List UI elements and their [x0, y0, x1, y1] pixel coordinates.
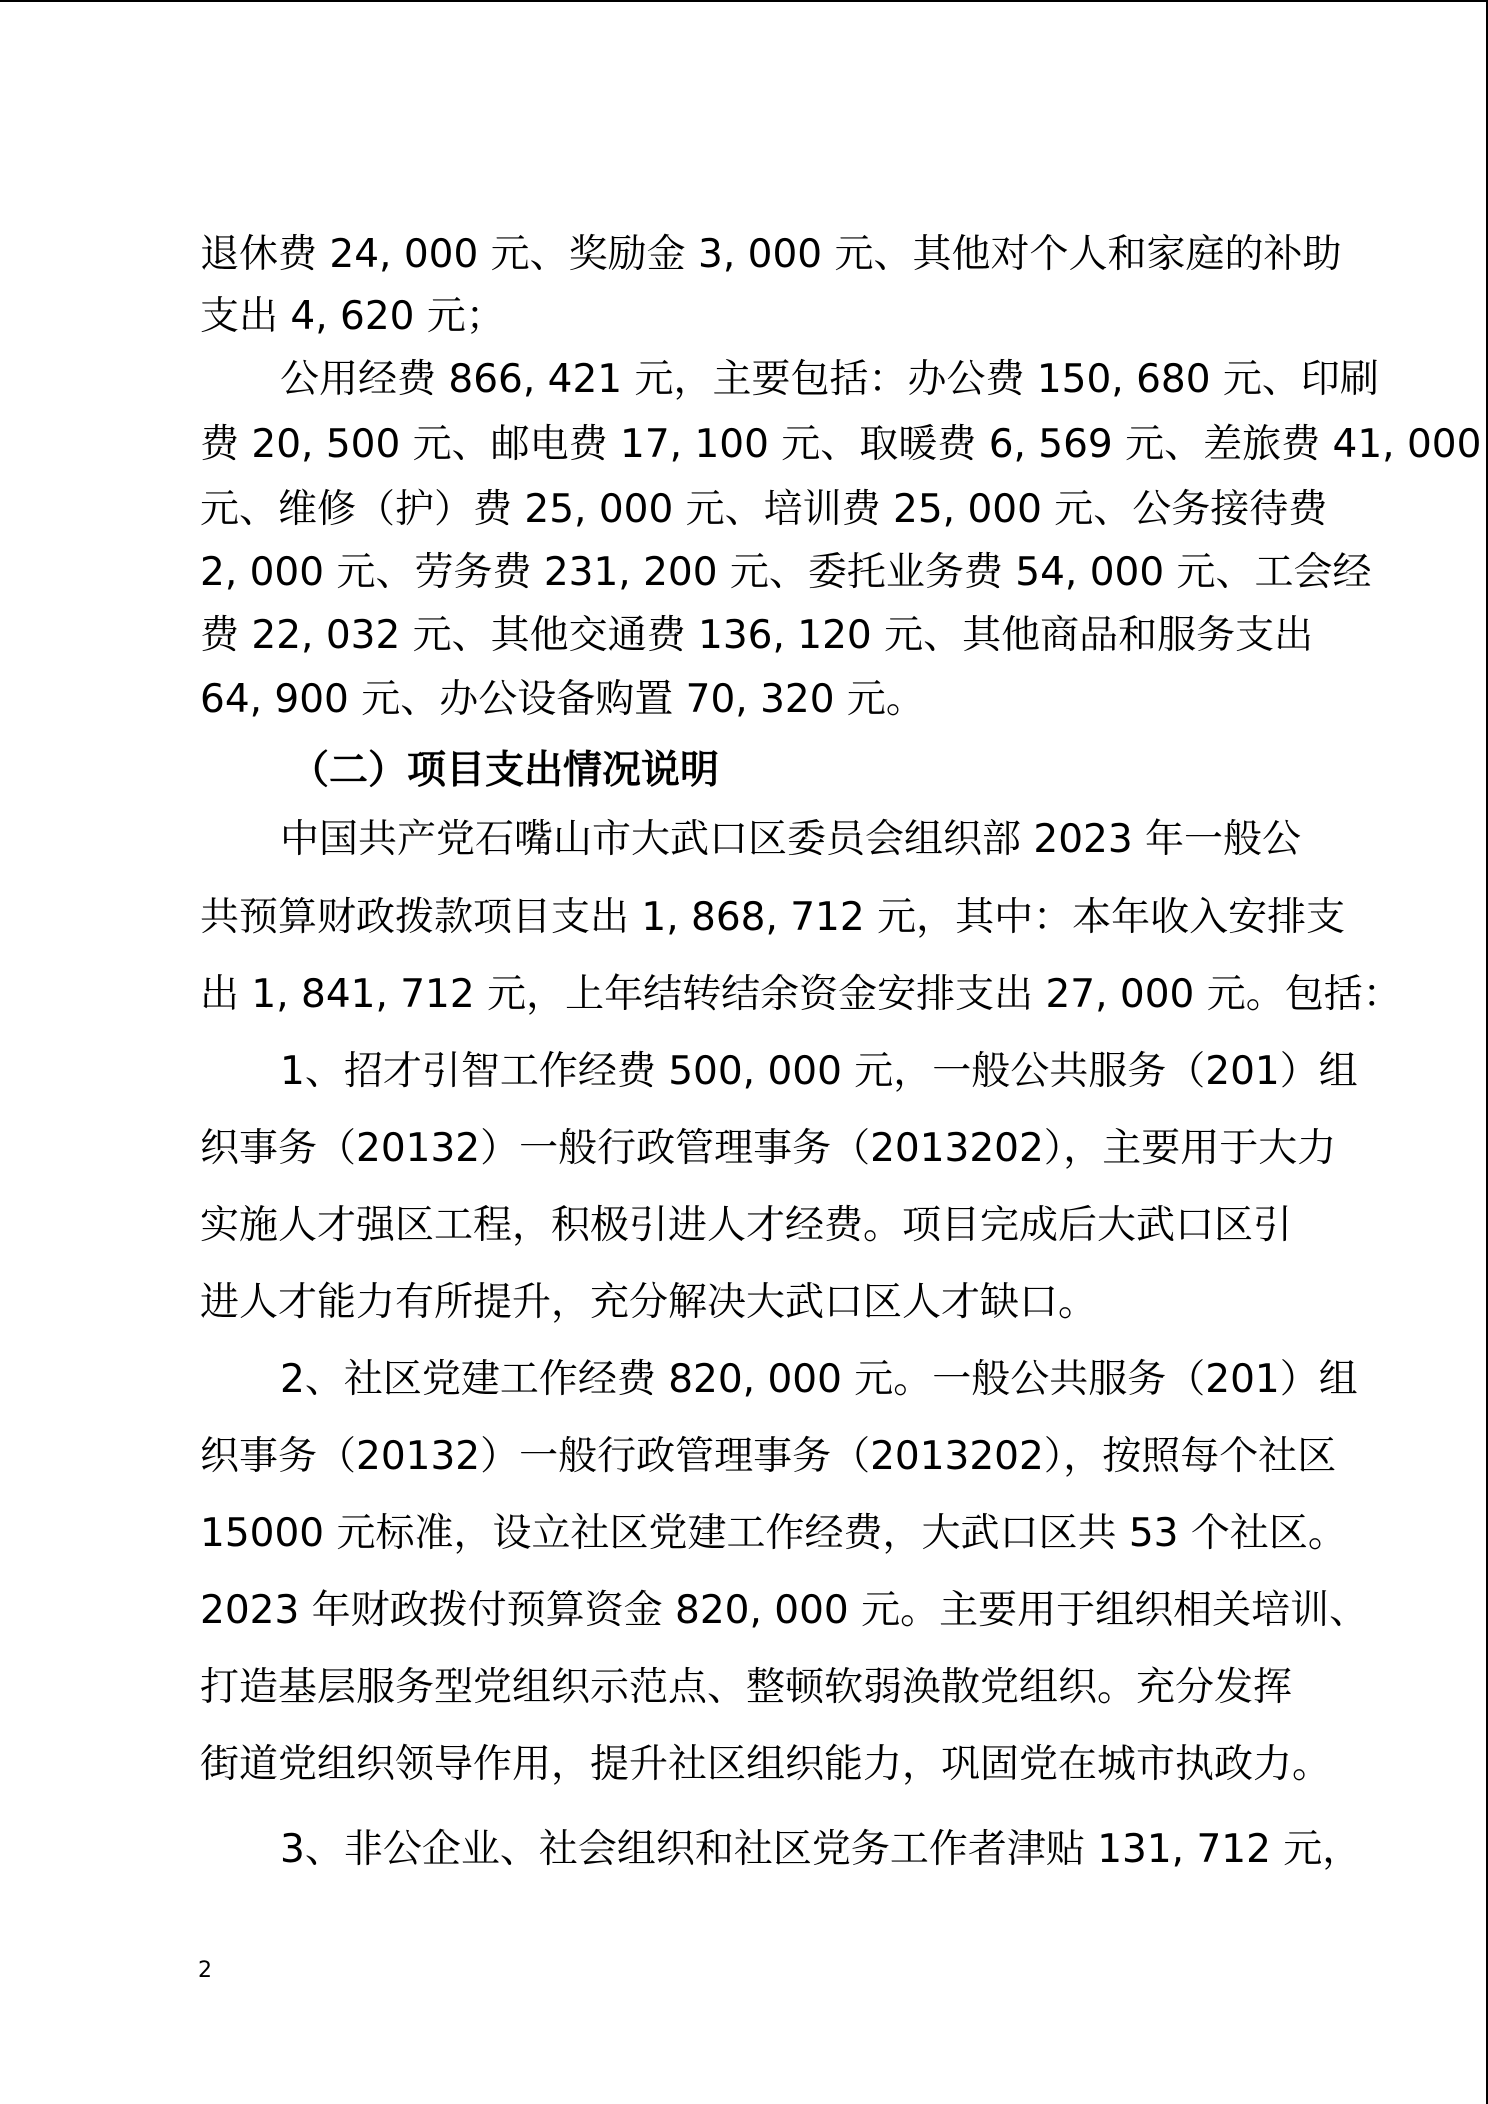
text-line: 2023 年财政拨付预算资金 820, 000 元。主要用于组织相关培训、 [200, 1588, 1369, 1633]
text-line: 15000 元标准，设立社区党建工作经费，大武口区共 53 个社区。 [200, 1511, 1347, 1556]
text-line: 织事务（20132）一般行政管理事务（2013202），按照每个社区 [200, 1434, 1337, 1479]
text-line: 支出 4, 620 元； [200, 294, 505, 339]
text-line: 费 20, 500 元、邮电费 17, 100 元、取暖费 6, 569 元、差旅费 41, 000 [200, 422, 1482, 467]
text-line: 64, 900 元、办公设备购置 70, 320 元。 [200, 677, 925, 722]
text-line: 元、维修（护）费 25, 000 元、培训费 25, 000 元、公务接待费 [200, 487, 1328, 532]
text-line: 费 22, 032 元、其他交通费 136, 120 元、其他商品和服务支出 [200, 613, 1314, 658]
text-line: 进人才能力有所提升，充分解决大武口区人才缺口。 [200, 1280, 1098, 1325]
page-number: 2 [198, 1958, 212, 1983]
paragraph-start: 中国共产党石嘴山市大武口区委员会组织部 2023 年一般公 [280, 817, 1302, 862]
text-line: 织事务（20132）一般行政管理事务（2013202），主要用于大力 [200, 1126, 1337, 1171]
paragraph-start: 3、非公企业、社会组织和社区党务工作者津贴 131, 712 元， [280, 1827, 1362, 1872]
section-heading: （二）项目支出情况说明 [290, 748, 720, 793]
paragraph-start: 公用经费 866, 421 元，主要包括：办公费 150, 680 元、印刷 [280, 357, 1379, 402]
text-line: 退休费 24, 000 元、奖励金 3, 000 元、其他对个人和家庭的补助 [200, 232, 1342, 277]
text-line: 打造基层服务型党组织示范点、整顿软弱涣散党组织。充分发挥 [200, 1665, 1293, 1710]
text-line: 实施人才强区工程，积极引进人才经费。项目完成后大武口区引 [200, 1203, 1293, 1248]
text-line: 出 1, 841, 712 元，上年结转结余资金安排支出 27, 000 元。包括： [200, 972, 1402, 1017]
text-line: 共预算财政拨款项目支出 1, 868, 712 元，其中：本年收入安排支 [200, 895, 1346, 940]
paragraph-start: 2、社区党建工作经费 820, 000 元。一般公共服务（201）组 [280, 1357, 1358, 1402]
paragraph-start: 1、招才引智工作经费 500, 000 元，一般公共服务（201）组 [280, 1049, 1358, 1094]
text-line: 街道党组织领导作用，提升社区组织能力，巩固党在城市执政力。 [200, 1742, 1332, 1787]
text-line: 2, 000 元、劳务费 231, 200 元、委托业务费 54, 000 元、工会经 [200, 550, 1372, 595]
